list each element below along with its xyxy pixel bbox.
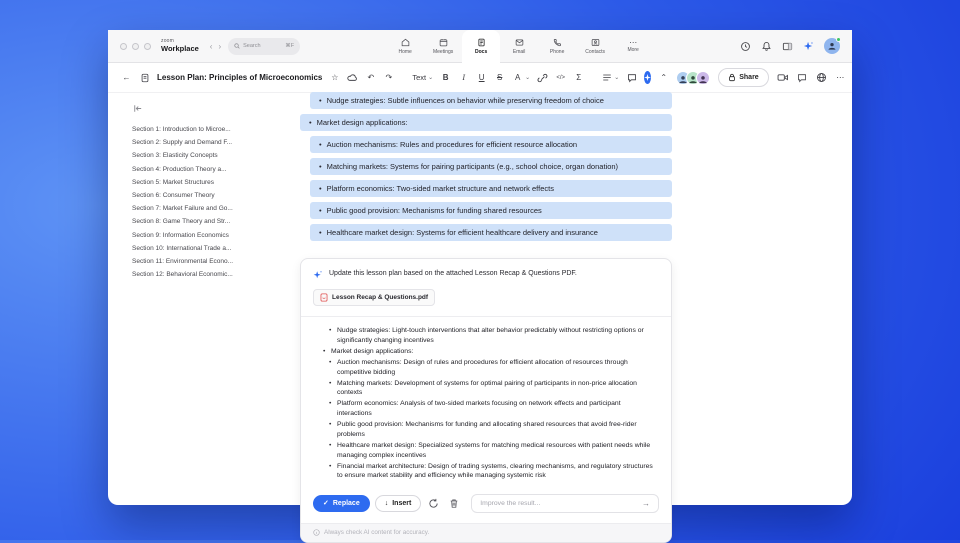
- sidebar-item-section-5[interactable]: Section 5: Market Structures: [132, 178, 215, 186]
- tab-email[interactable]: [500, 30, 538, 62]
- cloud-status-icon: [347, 69, 358, 87]
- zoom-window-icon[interactable]: [144, 43, 151, 50]
- formula-sigma-icon[interactable]: Σ: [576, 72, 582, 82]
- home-icon: [401, 38, 410, 47]
- tab-more[interactable]: [614, 30, 652, 62]
- tab-docs[interactable]: [462, 30, 500, 62]
- window-controls[interactable]: [120, 43, 151, 50]
- share-button[interactable]: [718, 68, 768, 87]
- contacts-icon: [591, 38, 600, 47]
- side-panel-icon[interactable]: [782, 41, 793, 52]
- ai-action-bar: [301, 486, 671, 523]
- online-status-dot: [836, 37, 841, 42]
- doc-bullet-row[interactable]: • Platform economics: Two-sided market structure and network effects: [310, 180, 672, 197]
- tab-contacts[interactable]: [576, 30, 614, 62]
- nav-forward-icon[interactable]: ›: [218, 41, 222, 51]
- tab-label: Email: [512, 48, 526, 55]
- sidebar-item-section-10[interactable]: Section 10: International Trade a...: [132, 244, 232, 252]
- chevron-down-icon: ⌄: [428, 75, 434, 81]
- doc-bullet-row[interactable]: • Auction mechanisms: Rules and procedures for efficient resource allocation: [310, 136, 672, 153]
- ai-sparkle-icon[interactable]: [803, 41, 814, 52]
- chevron-down-icon: ⌄: [614, 75, 620, 81]
- ai-prompt-text: Update this lesson plan based on the attached Lesson Recap & Questions PDF.: [329, 270, 577, 277]
- pdf-file-icon: [320, 293, 328, 302]
- share-label: Share: [739, 74, 759, 81]
- redo-icon[interactable]: ↷: [385, 72, 393, 82]
- tab-label: More: [627, 46, 639, 53]
- insert-button[interactable]: [375, 495, 422, 512]
- text-style-label: Text: [412, 73, 427, 82]
- tab-label: Docs: [475, 48, 488, 55]
- collapse-toolbar-icon[interactable]: ⌃: [660, 72, 668, 82]
- sidebar-item-section-8[interactable]: Section 8: Game Theory and Str...: [132, 218, 231, 226]
- replace-button[interactable]: [313, 495, 370, 512]
- insert-arrow-icon: ↓: [384, 499, 389, 507]
- app-window: [108, 30, 852, 536]
- ai-bullet: • Public good provision: Mechanisms for funding and allocating shared resources that avoid free-rider problems: [315, 420, 657, 439]
- delete-icon[interactable]: [446, 496, 461, 511]
- more-icon: ⋯: [629, 37, 638, 47]
- doc-bullet-row[interactable]: • Public good provision: Mechanisms for funding shared resources: [310, 202, 672, 219]
- collaborator-avatars[interactable]: [676, 71, 710, 85]
- tab-home[interactable]: [386, 30, 424, 62]
- info-icon: [313, 529, 320, 536]
- attachment-chip[interactable]: [313, 289, 435, 306]
- check-icon: ✓: [323, 500, 329, 508]
- comment-icon[interactable]: [626, 69, 637, 87]
- doc-bullet-row[interactable]: • Healthcare market design: Systems for efficient healthcare delivery and insurance: [310, 224, 672, 241]
- undo-icon[interactable]: ↶: [367, 72, 375, 82]
- ai-bullet: • Healthcare market design: Specialized systems for matching medical resources with patient needs while managing complex incentives: [315, 441, 657, 460]
- favorite-star-icon[interactable]: ☆: [331, 72, 339, 82]
- regenerate-icon[interactable]: [426, 496, 441, 511]
- more-options-icon[interactable]: ⋯: [836, 72, 845, 82]
- improve-text-field[interactable]: [480, 500, 642, 507]
- italic-button[interactable]: I: [462, 72, 465, 82]
- sidebar-item-section-2[interactable]: Section 2: Supply and Demand F...: [132, 139, 233, 147]
- notifications-bell-icon[interactable]: [761, 41, 772, 52]
- tab-label: Phone: [549, 48, 565, 55]
- chevron-down-icon: ⌄: [525, 75, 531, 81]
- bold-button[interactable]: B: [442, 72, 449, 82]
- sidebar-item-section-1[interactable]: Section 1: Introduction to Microe...: [132, 126, 231, 133]
- globe-icon[interactable]: [816, 69, 827, 87]
- ai-disclaimer: [301, 523, 671, 542]
- text-style-dropdown[interactable]: [412, 73, 433, 82]
- improve-result-input[interactable]: [471, 494, 659, 513]
- ai-companion-button[interactable]: [644, 71, 651, 84]
- replace-label: Replace: [332, 499, 360, 507]
- sidebar-item-section-7[interactable]: Section 7: Market Failure and Go...: [132, 205, 233, 213]
- list-format-dropdown[interactable]: [602, 73, 619, 82]
- calendar-icon: [439, 38, 448, 47]
- attachment-name: Lesson Recap & Questions.pdf: [332, 294, 429, 301]
- sidebar-item-section-6[interactable]: Section 6: Consumer Theory: [132, 192, 215, 200]
- ai-bullet: • Financial market architecture: Design of trading systems, clearing mechanisms, and regulatory structures to ensure market stability and efficiency while managing systemic risk: [315, 462, 657, 481]
- ai-disclaimer-text: Always check AI content for accuracy.: [324, 528, 430, 536]
- tab-label: Meetings: [432, 48, 454, 55]
- collapse-sidebar-icon[interactable]: [132, 103, 280, 114]
- search-input[interactable]: [228, 38, 300, 55]
- nav-back-icon[interactable]: ‹: [209, 41, 213, 51]
- app-tabs: [386, 30, 652, 62]
- back-icon[interactable]: ←: [122, 72, 131, 82]
- link-icon[interactable]: [537, 69, 548, 87]
- submit-arrow-icon[interactable]: →: [642, 498, 650, 508]
- ai-bullet: • Matching markets: Development of systems for optimal pairing of participants in non-price allocation contexts: [315, 379, 657, 398]
- document-toolbar: [108, 63, 852, 93]
- sidebar-item-section-9[interactable]: Section 9: Information Economics: [132, 231, 229, 239]
- highlighted-bullets: [300, 97, 672, 246]
- minimize-window-icon[interactable]: [132, 43, 139, 50]
- doc-badge-icon: [139, 69, 150, 87]
- lock-icon: [728, 73, 736, 82]
- email-icon: [515, 38, 524, 47]
- search-shortcut: ⌘F: [285, 43, 295, 49]
- zoom-workplace-logo: [161, 39, 199, 53]
- ai-result-list: [301, 317, 671, 486]
- doc-bullet-row[interactable]: • Market design applications:: [300, 114, 672, 131]
- insert-label: Insert: [392, 499, 412, 507]
- logo-top-text: zoom: [161, 38, 175, 45]
- tab-label: Home: [398, 48, 412, 55]
- user-avatar[interactable]: [824, 38, 840, 54]
- chat-bubble-icon[interactable]: [797, 69, 808, 87]
- close-window-icon[interactable]: [120, 43, 127, 50]
- video-camera-icon[interactable]: [777, 69, 789, 87]
- ai-bullet: • Platform economics: Analysis of two-sided markets focusing on network effects and participant interactions: [315, 399, 657, 418]
- ai-companion-panel: [300, 258, 672, 543]
- document-title: Lesson Plan: Principles of Microeconomics: [157, 73, 323, 82]
- document-content: [300, 93, 672, 536]
- doc-bullet-row[interactable]: • Matching markets: Systems for pairing participants (e.g., school choice, organ donation): [310, 158, 672, 175]
- doc-bullet-row[interactable]: • Nudge strategies: Subtle influences on behavior while preserving freedom of choice: [310, 92, 672, 109]
- sidebar-item-section-11[interactable]: Section 11: Environmental Econo...: [132, 258, 234, 266]
- text-color-dropdown[interactable]: [512, 69, 530, 87]
- tab-label: Contacts: [585, 48, 605, 55]
- sidebar-item-section-3[interactable]: Section 3: Elasticity Concepts: [132, 152, 218, 160]
- text-color-label: A: [515, 72, 521, 82]
- tab-meetings[interactable]: [424, 30, 462, 62]
- strikethrough-button[interactable]: S: [497, 72, 503, 82]
- collaborator-avatar: [696, 71, 710, 85]
- sidebar-item-section-4[interactable]: Section 4: Production Theory a...: [132, 165, 227, 173]
- code-icon[interactable]: </>: [556, 74, 566, 81]
- titlebar: [108, 30, 852, 63]
- tab-phone[interactable]: [538, 30, 576, 62]
- ai-bullet: • Market design applications:: [315, 347, 657, 357]
- phone-icon: [553, 38, 562, 47]
- ai-bullet: • Nudge strategies: Light-touch interventions that alter behavior predictably without restricting options or significantly changing incentives: [315, 326, 657, 345]
- logo-bottom-text: Workplace: [161, 44, 199, 54]
- ai-bullet: • Auction mechanisms: Design of rules and procedures for efficient allocation of resources through competitive bidding: [315, 358, 657, 377]
- search-icon: [234, 43, 240, 49]
- sidebar-item-section-12[interactable]: Section 12: Behavioral Economic...: [132, 271, 233, 279]
- underline-button[interactable]: U: [478, 72, 485, 82]
- document-outline-sidebar: [108, 93, 280, 504]
- history-icon[interactable]: [740, 41, 751, 52]
- search-placeholder: Search: [243, 43, 261, 49]
- ai-sparkle-icon: [313, 270, 323, 280]
- docs-icon: [477, 38, 486, 47]
